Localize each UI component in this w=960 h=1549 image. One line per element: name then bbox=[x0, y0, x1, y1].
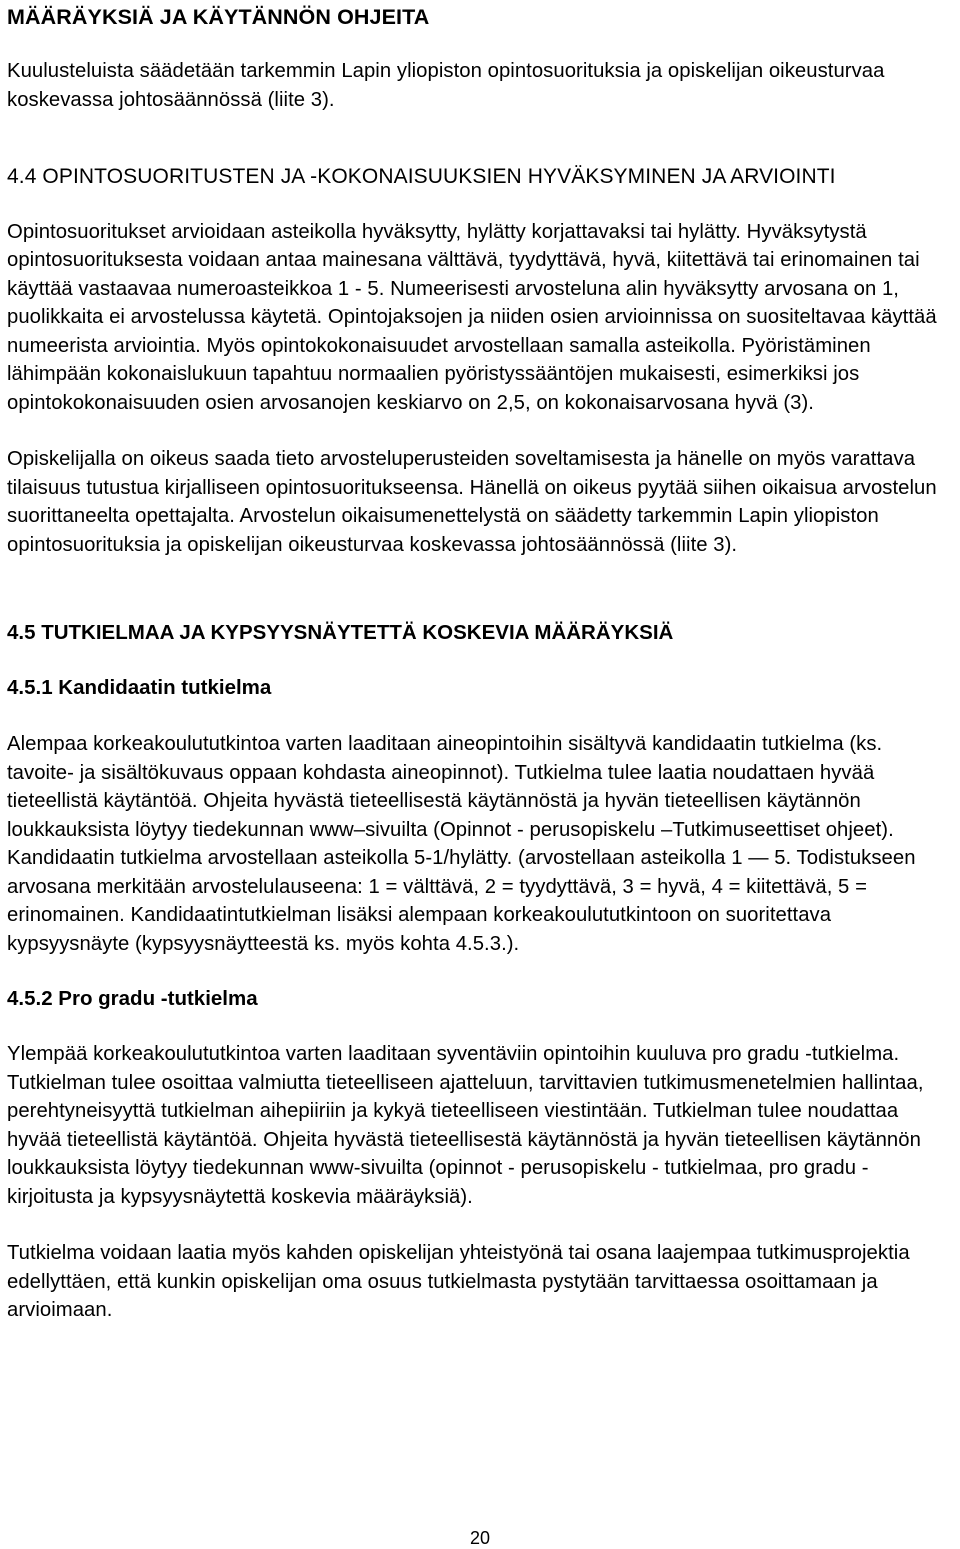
intro-paragraph: Kuulusteluista säädetään tarkemmin Lapin yliopiston opintosuorituksia ja opiskelijan oikeusturvaa koskevassa johtosäännössä (liite 3). bbox=[7, 60, 885, 111]
section-4-5-1-heading: 4.5.1 Kandidaatin tutkielma bbox=[7, 676, 272, 699]
section-4-5-heading: 4.5 TUTKIELMAA JA KYPSYYSNÄYTETTÄ KOSKEVIA MÄÄRÄYKSIÄ bbox=[7, 621, 674, 644]
top-heading: MÄÄRÄYKSIÄ JA KÄYTÄNNÖN OHJEITA bbox=[7, 5, 430, 29]
section-4-5-2-paragraph-1: Ylempää korkeakoulututkintoa varten laaditaan syventäviin opintoihin kuuluva pro gradu -tutkielma. Tutkielman tulee osoittaa valmiutta tieteelliseen ajatteluun, tarvittavien tutkimusmenetelmien hallintaa, perehtyneisyyttä tutkielman aihepiiriin ja kykyä tieteelliseen viestintään. Tutkielman tulee noudattaa hyvää tieteellistä käytäntöä. Ohjeita hyvästä tieteellisestä käytännöstä ja hyvän tieteellisen käytännön loukkauksista löytyy tiedekunnan www-sivuilta (opinnot - perusopiskelu - tutkielmaa, pro gradu -kirjoitusta ja kypsyysnäytettä koskevia määräyksiä). bbox=[7, 1043, 924, 1208]
section-4-5-2-paragraph-2: Tutkielma voidaan laatia myös kahden opiskelijan yhteistyönä tai osana laajempaa tutkimusprojektia edellyttäen, että kunkin opiskelijan oma osuus tutkielmasta pystytään tarvittaessa osoittamaan ja arvioimaan. bbox=[7, 1242, 910, 1321]
section-4-5-1-paragraph: Alempaa korkeakoulututkintoa varten laaditaan aineopintoihin sisältyvä kandidaatin tutkielma (ks. tavoite- ja sisältökuvaus oppaan kohdasta aineopinnot). Tutkielma tulee laatia noudattaen hyvää tieteellistä käytäntöä. Ohjeita hyvästä tieteellisestä käytännöstä ja hyvän tieteellisen käytännön loukkauksista löytyy tiedekunnan www–sivuilta (Opinnot - perusopiskelu –Tutkimuseettiset ohjeet). Kandidaatin tutkielma arvostellaan asteikolla 5-1/hylätty. (arvostellaan asteikolla 1 — 5. Todistukseen arvosana merkitään arvostelulauseena: 1 = välttävä, 2 = tyydyttävä, 3 = hyvä, 4 = kiitettävä, 5 = erinomainen. Kandidaatintutkielman lisäksi alempaan korkeakoulututkintoon on suoritettava kypsyysnäyte (kypsyysnäytteestä ks. myös kohta 4.5.3.). bbox=[7, 733, 916, 955]
page-number: 20 bbox=[469, 1528, 491, 1548]
section-4-4-paragraph-1: Opintosuoritukset arvioidaan asteikolla hyväksytty, hylätty korjattavaksi tai hylätty. Hyväksytystä opintosuorituksesta voidaan antaa mainesana välttävä, tyydyttävä, hyvä, kiitettävä tai erinomainen tai käyttää vastaavaa numeroasteikkoa 1 - 5. Numeerisesti arvosteluna alin hyväksytty arvosana on 1, puolikkaita ei arvostelussa käytetä. Opintojaksojen ja niiden osien arvioinnissa on suositeltavaa käyttää numeerista arviointia. Myös opintokokonaisuudet arvostellaan samalla asteikolla. Pyöristäminen lähimpään kokonaislukuun tapahtuu normaalien pyöristyssääntöjen mukaisesti, esimerkiksi jos opintokokonaisuuden osien arvosanojen keskiarvo on 2,5, on kokonaisarvosana hyvä (3). bbox=[7, 220, 937, 414]
document-page bbox=[7, 0, 953, 1325]
section-4-4-paragraph-2: Opiskelijalla on oikeus saada tieto arvosteluperusteiden soveltamisesta ja hänelle on myös varattava tilaisuus tutustua kirjalliseen opintosuoritukseensa. Hänellä on oikeus pyytää siihen oikaisua arvostelun suorittaneelta opettajalta. Arvostelun oikaisumenettelystä on säädetty tarkemmin Lapin yliopiston opintosuorituksia ja opiskelijan oikeusturvaa koskevassa johtosäännössä (liite 3). bbox=[7, 448, 937, 556]
section-4-4-heading: 4.4 OPINTOSUORITUSTEN JA -KOKONAISUUKSIEN HYVÄKSYMINEN JA ARVIOINTI bbox=[7, 165, 836, 188]
section-4-5-2-heading: 4.5.2 Pro gradu -tutkielma bbox=[7, 987, 258, 1010]
